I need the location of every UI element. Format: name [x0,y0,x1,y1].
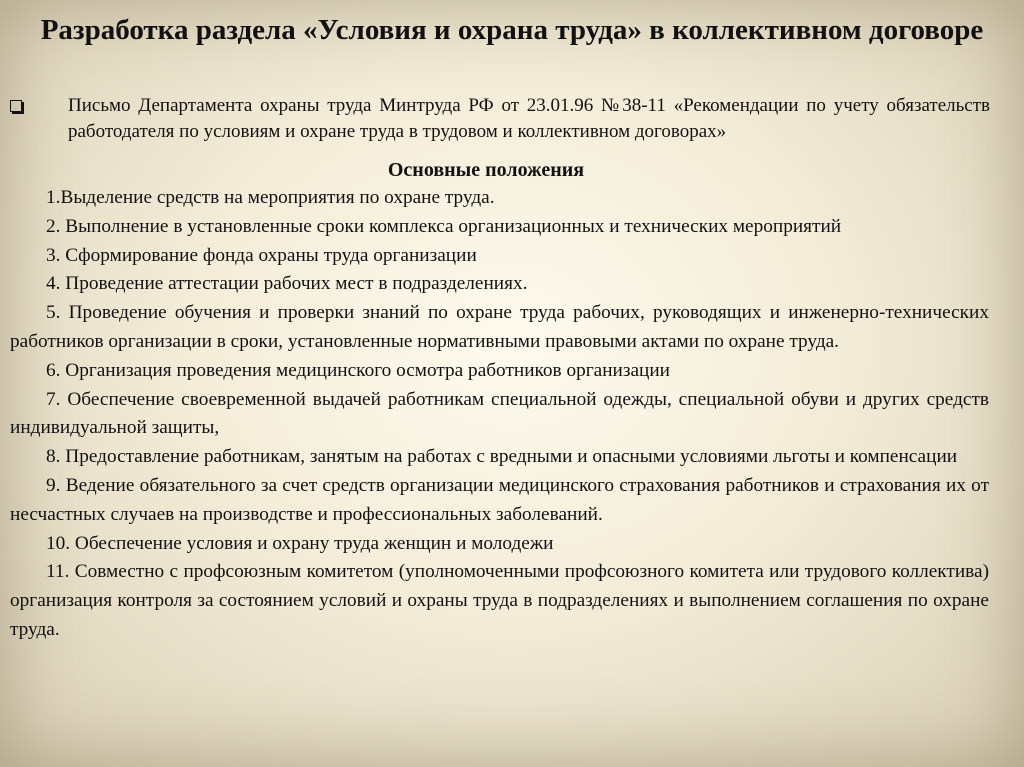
list-item: 7. Обеспечение своевременной выдачей работникам специальной одежды, специальной обуви и других средств индивидуальной защиты, [10,388,989,439]
provisions-list [10,184,989,645]
list-item: 10. Обеспечение условия и охрану труда женщин и молодежи [46,532,554,554]
list-item: 4. Проведение аттестации рабочих мест в подразделениях. [46,273,528,295]
section-subtitle-text: Основные положения [387,159,585,181]
list-item: 1.Выделение средств на мероприятия по охране труда. [46,187,495,208]
list-item: 8. Предоставление работникам, занятым на работах с вредными и опасными условиями льготы и компенсации [46,446,958,468]
list-item: 11. Совместно с профсоюзным комитетом (уполномоченными профсоюзного комитета или трудового коллектива) организация контроля за состоянием условий и охраны труда в подразделениях и выполнением соглашения по охране труда. [10,561,989,640]
section-subtitle [0,157,1024,183]
letter-reference-text: Письмо Департамента охраны труда Минтруда РФ от 23.01.96 №38-11 «Рекомендации по учету обязательств работодателя по условиям и охране труда в трудовом и коллективном договорах» [68,95,990,142]
letter-reference [10,93,990,145]
slide-title: Разработка раздела «Условия и охрана труда» в коллективном договоре [40,14,984,46]
list-item: 9. Ведение обязательного за счет средств организации медицинского страхования работников и страхования их от несчастных случаев на производстве и профессиональных заболеваний. [10,474,989,525]
list-item: 3. Сформирование фонда охраны труда организации [46,244,477,266]
list-item: 6. Организация проведения медицинского осмотра работников организации [46,359,670,381]
list-item: 5. Проведение обучения и проверки знаний по охране труда рабочих, руководящих и инженерно-технических работников организации в сроки, установленные нормативными правовыми актами по охране труда. [10,302,989,352]
list-item: 2. Выполнение в установленные сроки комплекса организационных и технических мероприятий [46,215,842,237]
square-bullet-icon [10,100,22,112]
